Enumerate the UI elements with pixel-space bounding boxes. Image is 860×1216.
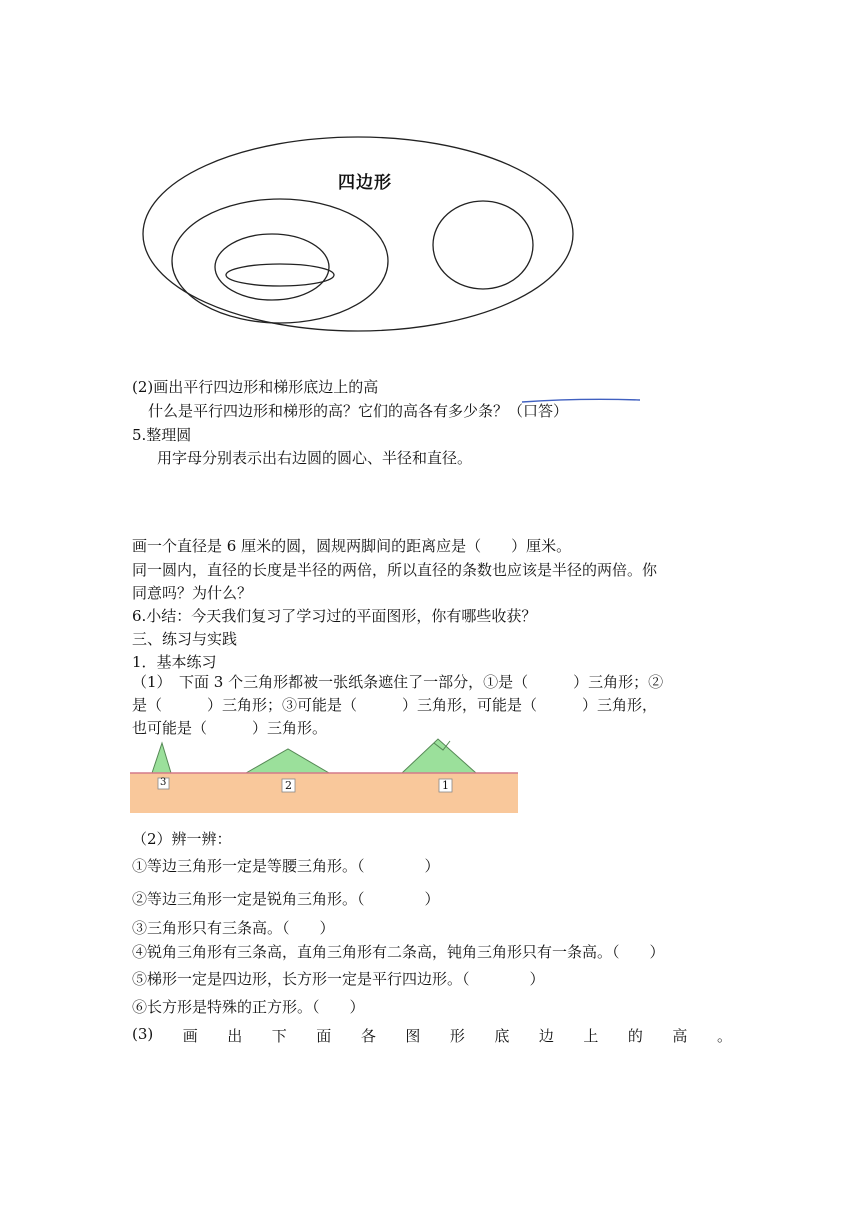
venn-title: 四边形 [338,173,392,193]
label-3: 3 [160,777,167,788]
square-ellipse [226,264,334,286]
diameter-question-line2: 同意吗？为什么？ [132,584,253,602]
quadrilateral-ellipse [143,137,573,331]
label-2: 2 [285,779,292,792]
paper-strip [130,773,518,813]
parallelogram-ellipse [172,199,388,323]
q3-line: (3) 画 出 下 面 各 图 形 底 边 上 的 高 。 [132,1025,732,1045]
circle-compass-question: 画一个直径是 6 厘米的圆，圆规两脚间的距离应是（ ）厘米。 [132,537,572,555]
hidden-triangles-figure [130,737,520,815]
pen-stroke [520,396,645,406]
q2-heading: （2）辨一辨： [132,830,232,848]
judgement-1: ①等边三角形一定是等腰三角形。（ ） [132,857,440,875]
q1-line1: （1） 下面 3 个三角形都被一张纸条遮住了一部分，①是（ ）三角形；② [132,673,664,691]
section-5-instruction: 用字母分别表示出右边圆的圆心、半径和直径。 [157,449,473,467]
section-5-heading: 5.整理圆 [132,426,192,444]
judgement-3: ③三角形只有三条高。（ ） [132,919,335,937]
section-2-heading: (2)画出平行四边形和梯形底边上的高 [132,378,379,396]
quadrilateral-venn-diagram [0,0,860,360]
triangle-1 [402,739,476,773]
triangle-2 [246,749,329,773]
basic-practice-heading: 1．基本练习 [132,653,217,671]
q1-line3: 也可能是（ ）三角形。 [132,719,328,737]
judgement-6: ⑥长方形是特殊的正方形。（ ） [132,998,365,1016]
practice-heading: 三、练习与实践 [132,630,238,648]
triangle-3 [152,743,171,773]
label-1: 1 [442,779,449,792]
trapezoid-circle [433,201,533,289]
judgement-4: ④锐角三角形有三条高，直角三角形有二条高，钝角三角形只有一条高。（ ） [132,943,665,961]
judgement-2: ②等边三角形一定是锐角三角形。（ ） [132,890,440,908]
diameter-question-line1: 同一圆内，直径的长度是半径的两倍，所以直径的条数也应该是半径的两倍。你 [132,561,658,579]
rectangle-ellipse [215,234,329,300]
q1-line2: 是（ ）三角形；③可能是（ ）三角形，可能是（ ）三角形， [132,696,658,714]
judgement-5: ⑤梯形一定是四边形，长方形一定是平行四边形。（ ） [132,970,545,988]
summary-text: 6.小结：今天我们复习了学习过的平面图形，你有哪些收获？ [132,607,537,625]
section-2-question: 什么是平行四边形和梯形的高？它们的高各有多少条？（口答） [148,402,569,420]
